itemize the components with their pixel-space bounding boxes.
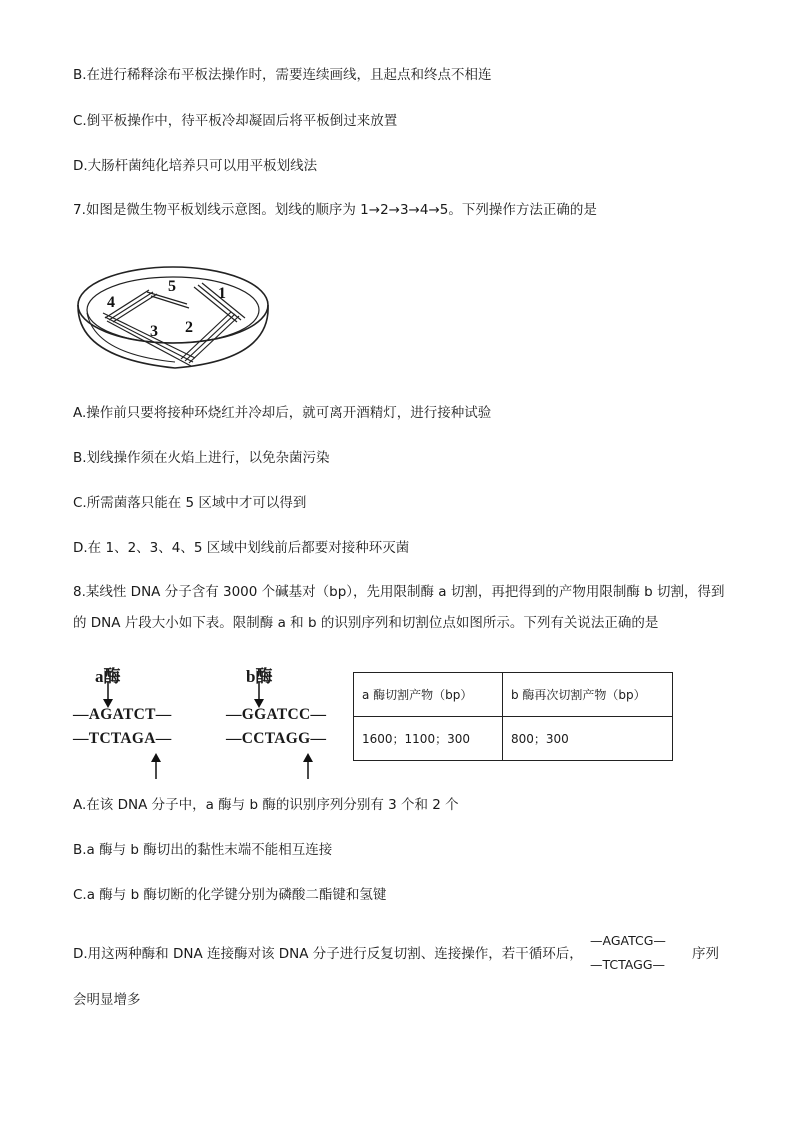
q8-option-d-seq-bottom: —TCTAGG— bbox=[590, 957, 665, 972]
table-cell-b-products: 800；300 bbox=[503, 717, 673, 761]
q8-option-a: A.在该 DNA 分子中，a 酶与 b 酶的识别序列分别有 3 个和 2 个 bbox=[73, 797, 459, 813]
table-row bbox=[354, 717, 673, 761]
q7-option-d: D.在 1、2、3、4、5 区域中划线前后都要对接种环灭菌 bbox=[73, 540, 410, 556]
q6-option-b: B.在进行稀释涂布平板法操作时，需要连续画线，且起点和终点不相连 bbox=[73, 67, 492, 83]
enzyme-a-bottom-arrow bbox=[151, 753, 161, 779]
q8-option-d-seq-top: —AGATCG— bbox=[590, 933, 666, 948]
enzyme-b-bottom-strand: —CCTAGG— bbox=[226, 730, 327, 747]
q8-option-d-text: D.用这两种酶和 DNA 连接酶对该 DNA 分子进行反复切割、连接操作，若干循环后， bbox=[73, 946, 583, 962]
enzyme-b-diagram bbox=[226, 660, 356, 780]
enzyme-a-top-arrow bbox=[103, 682, 113, 708]
q6-option-c: C.倒平板操作中，待平板冷却凝固后将平板倒过来放置 bbox=[73, 113, 398, 129]
enzyme-b-name: b酶 bbox=[246, 667, 273, 686]
dna-fragment-table bbox=[353, 672, 673, 761]
table-cell-a-products: 1600；1100；300 bbox=[354, 717, 503, 761]
q7-stem: 7.如图是微生物平板划线示意图。划线的顺序为 1→2→3→4→5。下列操作方法正确的是 bbox=[73, 202, 597, 218]
q8-option-b: B.a 酶与 b 酶切出的黏性末端不能相互连接 bbox=[73, 842, 333, 858]
streak-label-3: 3 bbox=[150, 323, 158, 340]
enzyme-a-bottom-strand: —TCTAGA— bbox=[73, 730, 172, 747]
enzyme-a-name: a酶 bbox=[95, 667, 121, 686]
streak-label-2: 2 bbox=[185, 319, 193, 336]
q8-option-d-suffix: 序列 bbox=[692, 946, 719, 962]
q7-option-b: B.划线操作须在火焰上进行，以免杂菌污染 bbox=[73, 450, 330, 466]
table-header-row bbox=[354, 673, 673, 717]
streak-plate-figure bbox=[75, 258, 275, 380]
q7-option-a: A.操作前只要将接种环烧红并冷却后，就可离开酒精灯，进行接种试验 bbox=[73, 405, 492, 421]
q8-option-d-line2: 会明显增多 bbox=[73, 992, 141, 1008]
streak-label-5: 5 bbox=[168, 278, 176, 295]
q8-stem-line2: 的 DNA 片段大小如下表。限制酶 a 和 b 的识别序列和切割位点如图所示。下列有关说法正确的是 bbox=[73, 615, 659, 631]
q7-option-c: C.所需菌落只能在 5 区域中才可以得到 bbox=[73, 495, 307, 511]
enzyme-b-top-strand: —GGATCC— bbox=[226, 706, 327, 723]
q8-option-c: C.a 酶与 b 酶切断的化学键分别为磷酸二酯键和氢键 bbox=[73, 887, 387, 903]
enzyme-b-top-arrow bbox=[254, 682, 264, 708]
enzyme-a-diagram bbox=[73, 660, 203, 780]
streak-label-4: 4 bbox=[107, 294, 115, 311]
q8-stem-line1: 8.某线性 DNA 分子含有 3000 个碱基对（bp），先用限制酶 a 切割，再把得到的产物用限制酶 b 切割，得到 bbox=[73, 584, 725, 600]
enzyme-b-bottom-arrow bbox=[303, 753, 313, 779]
table-header-b: b 酶再次切割产物（bp） bbox=[503, 673, 673, 717]
table-header-a: a 酶切割产物（bp） bbox=[354, 673, 503, 717]
streak-label-1: 1 bbox=[218, 285, 226, 302]
enzyme-a-top-strand: —AGATCT— bbox=[73, 706, 172, 723]
q6-option-d: D.大肠杆菌纯化培养只可以用平板划线法 bbox=[73, 158, 318, 174]
